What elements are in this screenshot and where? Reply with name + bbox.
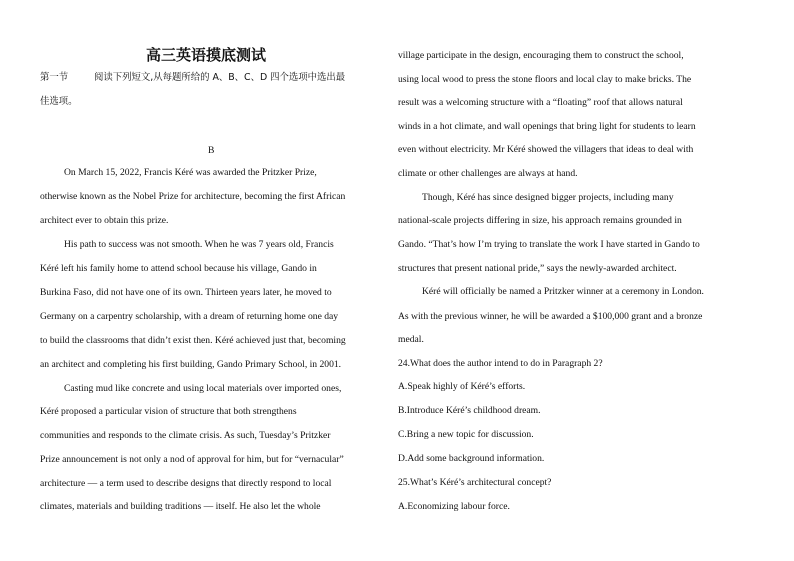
- passage-line: otherwise known as the Nobel Prize for architecture, becoming the first African: [40, 191, 346, 202]
- option-24-b: B.Introduce Kéré’s childhood dream.: [398, 405, 541, 416]
- passage-line: medal.: [398, 334, 424, 345]
- passage-line: Prize announcement is not only a nod of approval for him, but for “vernacular”: [40, 454, 344, 465]
- option-24-a: A.Speak highly of Kéré’s efforts.: [398, 381, 526, 392]
- question-24: 24.What does the author intend to do in Paragraph 2?: [398, 358, 603, 369]
- passage-line: Burkina Faso, did not have one of its own. Thirteen years later, he moved to: [40, 287, 332, 298]
- section-instruction: 阅读下列短文,从每题所给的 A、B、C、D 四个选项中选出最: [94, 72, 346, 83]
- option-25-a: A.Economizing labour force.: [398, 501, 510, 512]
- right-column: [398, 0, 748, 561]
- left-column: [40, 0, 385, 561]
- passage-line: Kéré will officially be named a Pritzker winner at a ceremony in London.: [422, 286, 704, 297]
- passage-line: winds in a hot climate, and wall openings that bring light for students to learn: [398, 121, 696, 132]
- passage-line: Germany on a carpentry scholarship, with a dream of returning home one day: [40, 311, 339, 322]
- passage-line: Kéré left his family home to attend school because his village, Gando in: [40, 263, 317, 274]
- passage-line: climates, materials and building traditions — itself. He also let the whole: [40, 501, 321, 512]
- option-24-d: D.Add some background information.: [398, 453, 545, 464]
- passage-line: an architect and completing his first building, Gando Primary School, in 2001.: [40, 359, 342, 370]
- passage-line: architect ever to obtain this prize.: [40, 215, 169, 226]
- passage-line: village participate in the design, encouraging them to construct the school,: [398, 50, 684, 61]
- passage-line: structures that present national pride,” says the newly-awarded architect.: [398, 263, 677, 274]
- section-number: 第一节: [40, 72, 69, 83]
- passage-line: result was a welcoming structure with a “floating” roof that allows natural: [398, 97, 683, 108]
- passage-line: national-scale projects differing in size, his approach remains grounded in: [398, 215, 682, 226]
- passage-line: using local wood to press the stone floors and local clay to make bricks. The: [398, 74, 692, 85]
- passage-line: Gando. “That’s how I’m trying to translate the work I have started in Gando to: [398, 239, 700, 250]
- passage-label: B: [208, 145, 215, 156]
- passage-line: On March 15, 2022, Francis Kéré was awarded the Pritzker Prize,: [64, 167, 317, 178]
- passage-line: As with the previous winner, he will be awarded a $100,000 grant and a bronze: [398, 311, 703, 322]
- passage-line: Kéré proposed a particular vision of structure that both strengthens: [40, 406, 297, 417]
- page-title: 高三英语摸底测试: [146, 46, 267, 64]
- passage-line: Though, Kéré has since designed bigger projects, including many: [422, 192, 674, 203]
- section-instruction-cont: 佳选项。: [40, 96, 78, 107]
- passage-line: Casting mud like concrete and using local materials over imported ones,: [64, 383, 342, 394]
- passage-line: climate or other challenges are always at hand.: [398, 168, 578, 179]
- passage-line: His path to success was not smooth. When he was 7 years old, Francis: [64, 239, 334, 250]
- passage-line: to build the classrooms that didn’t exist then. Kéré achieved just that, becoming: [40, 335, 346, 346]
- passage-line: architecture — a term used to describe designs that directly respond to local: [40, 478, 332, 489]
- question-25: 25.What’s Kéré’s architectural concept?: [398, 477, 552, 488]
- passage-line: even without electricity. Mr Kéré showed the villagers that ideas to deal with: [398, 144, 694, 155]
- passage-line: communities and responds to the climate crisis. As such, Tuesday’s Pritzker: [40, 430, 331, 441]
- option-24-c: C.Bring a new topic for discussion.: [398, 429, 534, 440]
